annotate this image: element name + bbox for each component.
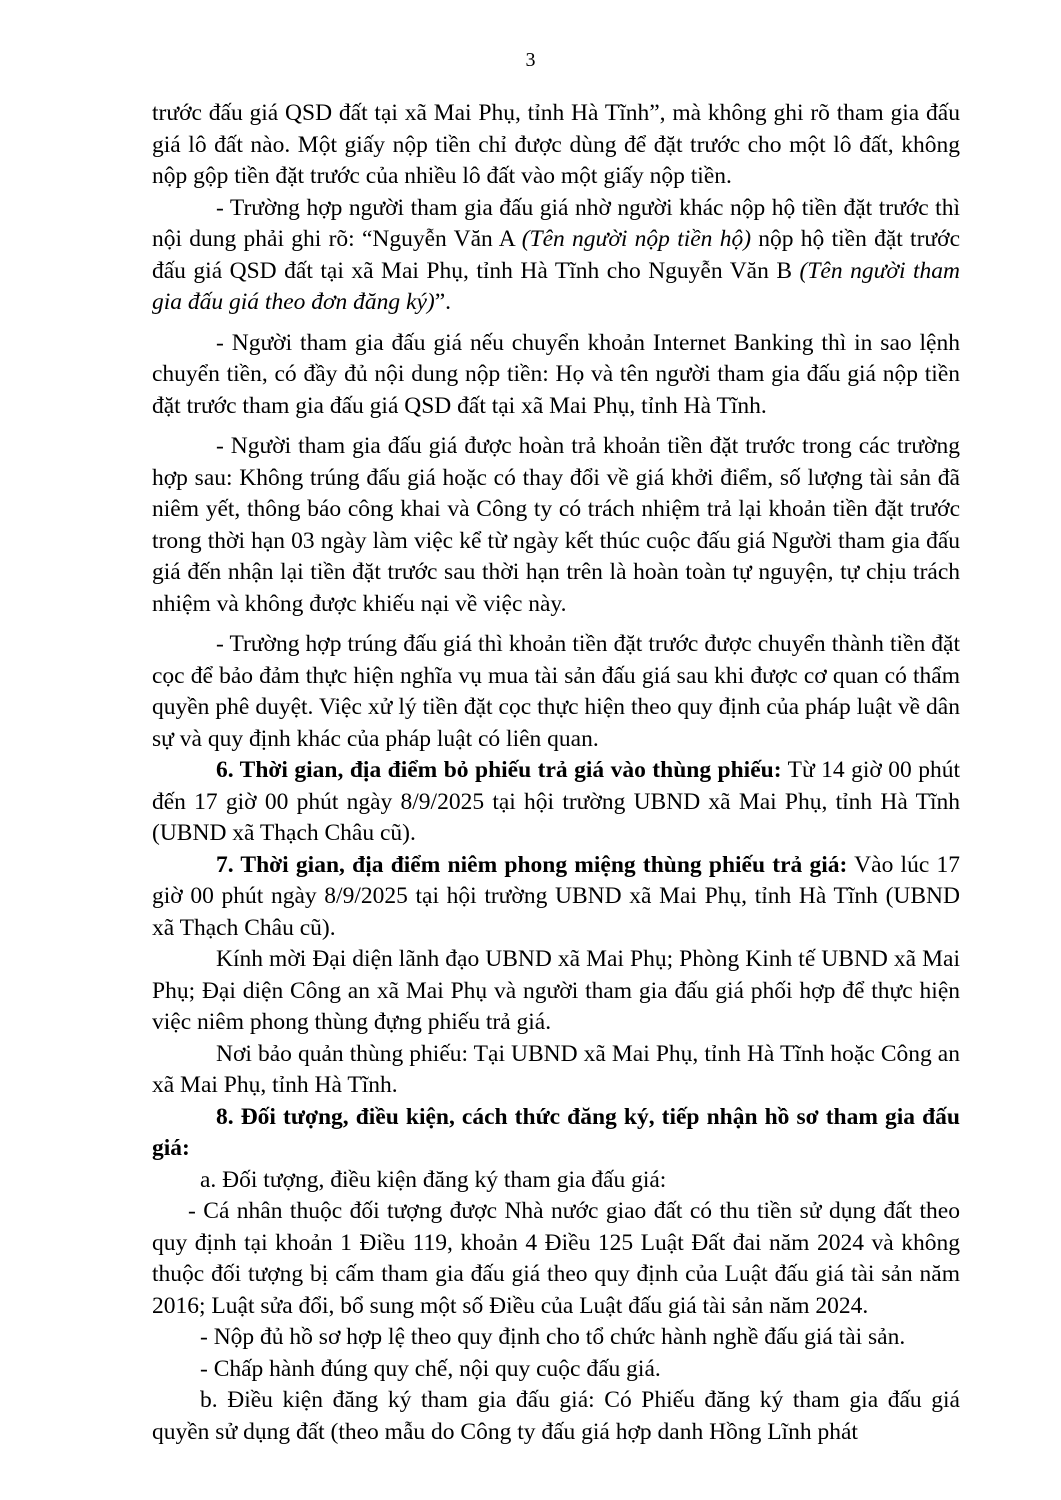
paragraph-winning-deposit: - Trường hợp trúng đấu giá thì khoản tiền đặt trước được chuyển thành tiền đặt cọc để bảo đảm thực hiện nghĩa vụ mua tài sản đấu giá sau khi được cơ quan có thẩm quyền phê duyệt. Việc xử lý tiền đặt cọc thực hiện theo quy định của pháp luật về dân sự và quy định khác của pháp luật có liên quan. bbox=[152, 631, 960, 752]
section-6-text: Từ 14 giờ 00 phút đến 17 giờ 00 phút ngày 8/9/2025 tại hội trường UBND xã Mai Phụ, tỉnh Hà Tĩnh (UBND xã Thạch Châu cũ). bbox=[152, 757, 961, 846]
section-8-sub-a: a. Đối tượng, điều kiện đăng ký tham gia đấu giá: bbox=[200, 1166, 667, 1193]
paragraph-internet-banking: - Người tham gia đấu giá nếu chuyển khoản Internet Banking thì in sao lệnh chuyển tiền, có đầy đủ nội dung nộp tiền: Họ và tên người tham gia đấu giá nộp tiền đặt trước tham gia đấu giá QSD đất tại xã Mai Phụ, tỉnh Hà Tĩnh. bbox=[152, 329, 960, 419]
proxy-text-c: nộp hộ tiền đặt trước đấu giá QSD đất tại xã Mai Phụ, tỉnh Hà Tĩnh cho Nguyễn Văn B bbox=[152, 226, 961, 284]
paragraph-invitation: Kính mời Đại diện lãnh đạo UBND xã Mai Phụ; Phòng Kinh tế UBND xã Mai Phụ; Đại diện Công an xã Mai Phụ và người tham gia đấu giá phối hợp để thực hiện việc niêm phong thùng đựng phiếu trả giá. bbox=[152, 946, 960, 1035]
section-8-item-1: - Cá nhân thuộc đối tượng được Nhà nước giao đất có thu tiền sử dụng đất theo quy định tại khoản 1 Điều 119, khoản 4 Điều 125 Luật Đất đai năm 2024 và không thuộc đối tượng bị cấm tham gia đấu giá theo quy định của Luật đấu giá tài sản năm 2016; Luật sửa đổi, bổ sung một số Điều của Luật đấu giá tài sản năm 2024. bbox=[152, 1198, 960, 1319]
section-8-sub-b: b. Điều kiện đăng ký tham gia đấu giá: Có Phiếu đăng ký tham gia đấu giá quyền sử dụng đất (theo mẫu do Công ty đấu giá hợp danh Hồng Lĩnh phát bbox=[152, 1387, 960, 1445]
proxy-text-a: - Trường hợp người tham gia đấu giá nhờ người khác nộp hộ tiền đặt trước thì nội dung phải ghi rõ: “Nguyễn Văn A bbox=[152, 194, 960, 252]
proxy-text-italic-1: (Tên người nộp tiền hộ) bbox=[521, 226, 752, 252]
proxy-text-italic-2: (Tên người tham gia đấu giá theo đơn đăng ký) bbox=[152, 257, 961, 315]
section-6 bbox=[152, 755, 960, 850]
page-number: 3 bbox=[525, 49, 536, 71]
section-8-item-3: - Chấp hành đúng quy chế, nội quy cuộc đấu giá. bbox=[200, 1355, 661, 1382]
section-8-item-2: - Nộp đủ hồ sơ hợp lệ theo quy định cho tổ chức hành nghề đấu giá tài sản. bbox=[200, 1324, 906, 1350]
section-7-text: Vào lúc 17 giờ 00 phút ngày 8/9/2025 tại hội trường UBND xã Mai Phụ, tỉnh Hà Tĩnh (UBND xã Thạch Châu cũ). bbox=[152, 851, 960, 941]
paragraph-refund: - Người tham gia đấu giá được hoàn trả khoản tiền đặt trước trong các trường hợp sau: Không trúng đấu giá hoặc có thay đổi về giá khởi điểm, số lượng tài sản đã niêm yết, thông báo công khai và Công ty có trách nhiệm trả lại khoản tiền đặt trước trong thời hạn 03 ngày làm việc kể từ ngày kết thúc cuộc đấu giá Người tham gia đấu giá đến nhận lại tiền đặt trước sau thời hạn trên là hoàn toàn tự nguyện, tự chịu trách nhiệm và không được khiếu nại về việc này. bbox=[152, 433, 960, 617]
paragraph-ballot-storage: Nơi bảo quản thùng phiếu: Tại UBND xã Mai Phụ, tỉnh Hà Tĩnh hoặc Công an xã Mai Phụ, tỉnh Hà Tĩnh. bbox=[152, 1040, 960, 1098]
section-6-heading: 6. Thời gian, địa điểm bỏ phiếu trả giá vào thùng phiếu: bbox=[216, 757, 782, 783]
paragraph-deposit-note: trước đấu giá QSD đất tại xã Mai Phụ, tỉnh Hà Tĩnh”, mà không ghi rõ tham gia đấu giá lô đất nào. Một giấy nộp tiền chỉ được dùng để đặt trước cho một lô đất, không nộp gộp tiền đặt trước của nhiều lô đất vào một giấy nộp tiền. bbox=[152, 100, 960, 189]
section-7 bbox=[152, 850, 960, 945]
section-7-heading: 7. Thời gian, địa điểm niêm phong miệng thùng phiếu trả giá: bbox=[216, 851, 848, 878]
section-8-heading: 8. Đối tượng, điều kiện, cách thức đăng ký, tiếp nhận hồ sơ tham gia đấu giá: bbox=[152, 1103, 960, 1161]
paragraph-proxy-payment bbox=[152, 193, 960, 319]
document-body bbox=[152, 98, 960, 1448]
proxy-text-e: ”. bbox=[434, 289, 452, 315]
